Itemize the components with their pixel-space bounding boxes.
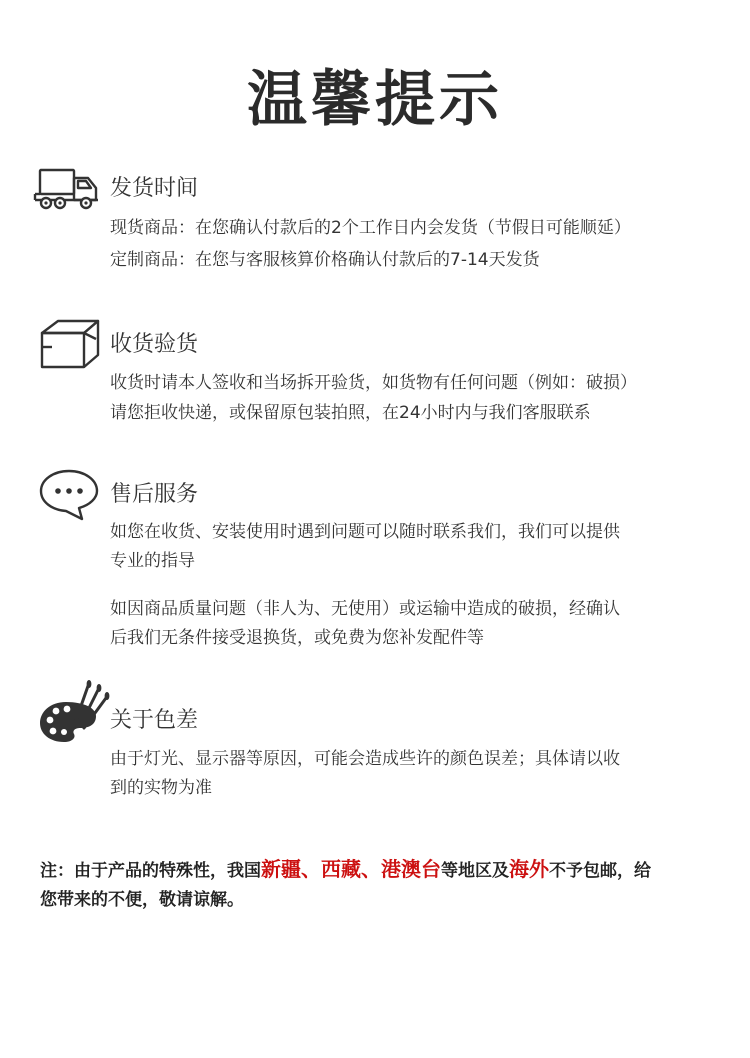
section-text-line: 如因商品质量问题（非人为、无使用）或运输中造成的破损，经确认 [110,599,620,619]
section-heading: 售后服务 [110,482,199,507]
section-text-line: 请您拒收快递，或保留原包装拍照，在24小时内与我们客服联系 [110,403,591,423]
section-text-line: 如您在收货、安装使用时遇到问题可以随时联系我们，我们可以提供 [110,522,620,542]
shipping-note-line-2: 您带来的不便，敬请谅解。 [40,890,244,910]
section-heading: 收货验货 [110,332,199,357]
section-text-line: 定制商品：在您与客服核算价格确认付款后的7-14天发货 [110,250,540,270]
note-overseas-highlight: 海外 [509,857,549,881]
section-text-line: 到的实物为准 [110,778,212,798]
note-prefix: 注：由于产品的特殊性，我国 [40,861,261,881]
section-heading: 关于色差 [110,708,199,733]
shipping-note-line-1 [40,855,651,885]
section-text-line: 收货时请本人签收和当场拆开验货，如货物有任何问题（例如：破损） [110,373,637,393]
page-title: 温馨提示 [247,65,503,135]
section-text-line: 现货商品：在您确认付款后的2个工作日内会发货（节假日可能顺延） [110,218,631,238]
paint-palette-icon [36,680,112,750]
note-region-highlight: 新疆、西藏、港澳台 [261,857,441,881]
section-text-line: 专业的指导 [110,551,195,571]
note-suffix: 不予包邮，给 [549,861,651,881]
section-text-line: 后我们无条件接受退换货，或免费为您补发配件等 [110,628,484,648]
section-heading: 发货时间 [110,176,199,201]
chat-bubble-icon [38,467,100,521]
package-box-icon [38,317,108,373]
section-text-line: 由于灯光、显示器等原因，可能会造成些许的颜色误差；具体请以收 [110,749,620,769]
delivery-truck-icon [32,164,102,212]
note-middle: 等地区及 [441,861,509,881]
